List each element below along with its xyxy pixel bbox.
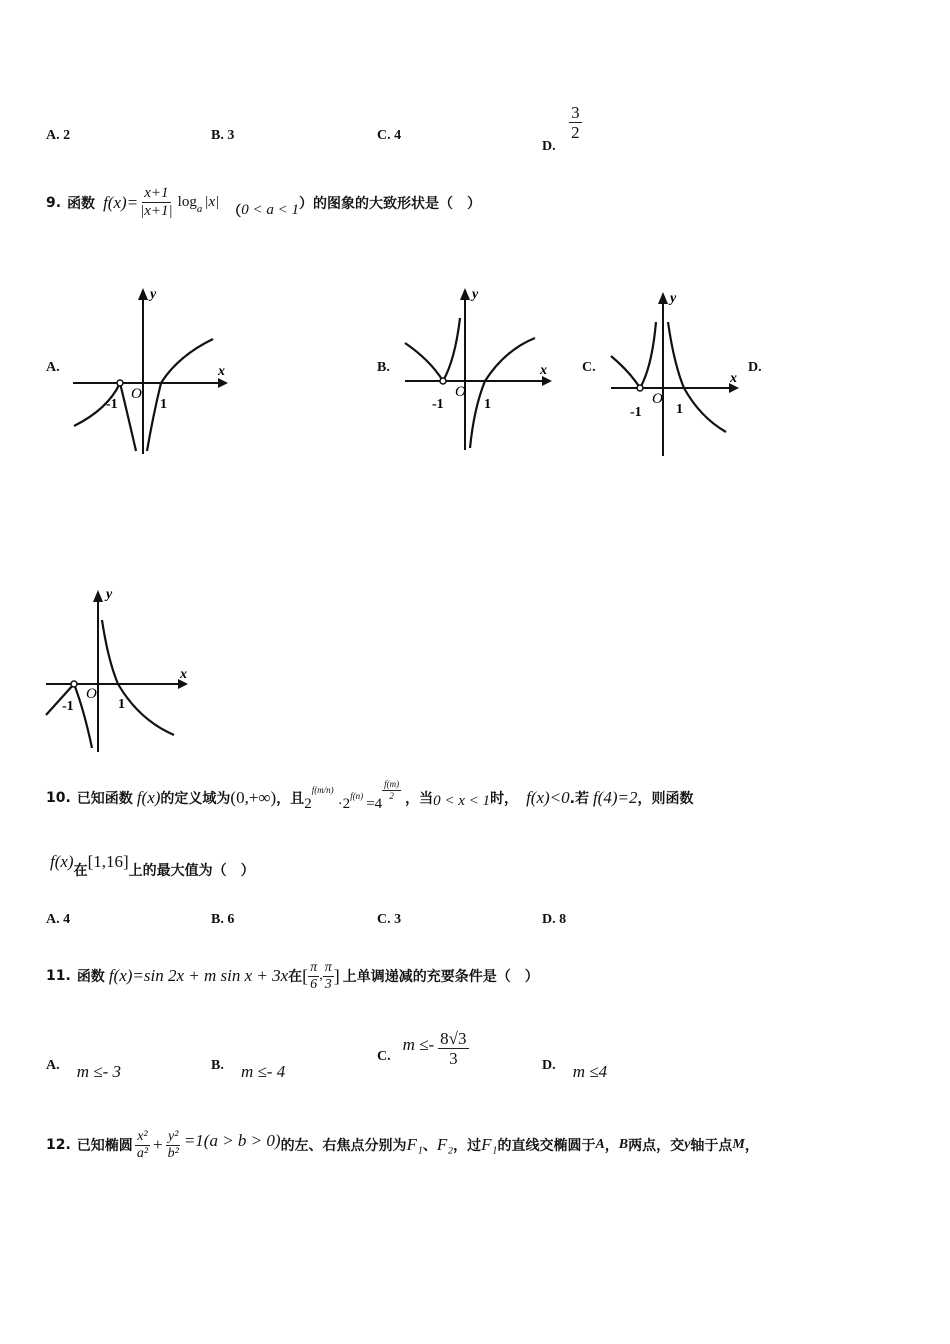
- y-label: y: [150, 287, 157, 302]
- q9-graph-d[interactable]: [44, 580, 202, 755]
- y-arrow-icon: [138, 288, 148, 300]
- q10-option-d[interactable]: D. 8: [542, 912, 567, 927]
- tick-one: 1: [118, 697, 125, 712]
- q8-d-fraction: $\frac{3}{2}$: [571, 103, 580, 142]
- curve-right: [470, 338, 535, 448]
- q9-graph-b-label[interactable]: B.: [377, 360, 390, 375]
- q10-option-a[interactable]: A. 4: [46, 912, 71, 927]
- y-label: y: [472, 287, 479, 302]
- open-point: [440, 378, 446, 384]
- q10-stem-line1: 10. 已知函数 f(x) 的定义域为 (0,+∞) ，且 2 f(m/n) ·2 f(n) =4 $\frac{f(m)}{2}$ ，当 0 < x < 1 时， f(x)<0 .若 f(4)=2 ，则函数: [46, 778, 694, 812]
- q10-option-c[interactable]: C. 3: [377, 912, 402, 927]
- origin-label: O: [86, 686, 97, 702]
- q11-option-b[interactable]: B. m ≤- 4: [211, 1058, 286, 1081]
- q10-option-b[interactable]: B. 6: [211, 912, 235, 927]
- tick-one: 1: [484, 397, 491, 412]
- x-label: x: [730, 371, 737, 386]
- y-arrow-icon: [93, 590, 103, 602]
- q9-fraction: $\frac{x+1}{|x+1|}$: [140, 185, 173, 219]
- q11-stem: 11. 函数 f(x)=sin 2x + m sin x + 3x 在 [ $\frac{\pi}{6}$ , $\frac{\pi}{3}$ ] 上单调递减的充要条件是（ ）: [46, 959, 539, 992]
- q10-stem-line2: f(x) 在 [1,16] 上的最大值为（ ）: [50, 852, 255, 879]
- open-point: [117, 380, 123, 386]
- x-label: x: [180, 667, 187, 682]
- q9-graph-b[interactable]: [400, 278, 560, 458]
- q8-option-d[interactable]: D. $\frac{3}{2}$: [542, 103, 580, 154]
- tick-one: 1: [676, 402, 683, 417]
- origin-label: O: [652, 391, 663, 407]
- q11-option-d[interactable]: D. m ≤4: [542, 1058, 608, 1081]
- y-label: y: [106, 587, 113, 602]
- x-arrow-icon: [218, 378, 228, 388]
- tick-neg-one: -1: [62, 699, 74, 714]
- q11-interval-a: $\frac{\pi}{6}$: [310, 959, 318, 992]
- tick-neg-one: -1: [432, 397, 444, 412]
- curve-left: [611, 322, 656, 388]
- y-arrow-icon: [460, 288, 470, 300]
- y-arrow-icon: [658, 292, 668, 304]
- q9-graph-c-label[interactable]: C.: [582, 360, 596, 375]
- q11-option-a[interactable]: A. m ≤- 3: [46, 1058, 121, 1081]
- q10-exp-fraction: $\frac{f(m)}{2}$: [384, 778, 400, 801]
- open-point: [71, 681, 77, 687]
- q9-stem: 9. 函数 f(x)= $\frac{x+1}{|x+1|}$ log $_a$ |x| （ 0 < a < 1 ）的图象的大致形状是（ ）: [46, 185, 481, 220]
- q12-stem: 12. 已知椭圆 $\frac{\text{x²}}{\text{a²}}$ + $\frac{\text{y²}}{\text{b²}}$ =1(a > b > 0) 的左、右焦点分别为 F₁ 、 F₂ ，过 F₁ 的直线交椭圆于 A ， B 两点，交 y 轴于点 M ，: [46, 1128, 759, 1161]
- curve-right: [147, 339, 213, 451]
- q8-option-b[interactable]: B. 3: [211, 128, 235, 143]
- x-label: x: [218, 364, 225, 379]
- q11-c-fraction: $\frac{8√3}{3}$: [440, 1029, 467, 1068]
- tick-one: 1: [160, 397, 167, 412]
- q8-option-c[interactable]: C. 4: [377, 128, 402, 143]
- q12-y-fraction: $\frac{\text{y²}}{\text{b²}}$: [167, 1128, 179, 1161]
- q8-option-a[interactable]: A. 2: [46, 128, 71, 143]
- q9-graph-a[interactable]: [68, 276, 233, 461]
- tick-neg-one: -1: [106, 397, 118, 412]
- q11-interval-b: $\frac{\pi}{3}$: [324, 959, 332, 992]
- curve-right: [102, 620, 174, 735]
- q12-x-fraction: $\frac{\text{x²}}{\text{a²}}$: [136, 1128, 149, 1161]
- y-label: y: [670, 291, 677, 306]
- q9-graph-d-label[interactable]: D.: [748, 360, 762, 375]
- q9-graph-a-label[interactable]: A.: [46, 360, 60, 375]
- tick-neg-one: -1: [630, 405, 642, 420]
- x-label: x: [540, 363, 547, 378]
- curve-left: [405, 318, 460, 381]
- open-point: [637, 385, 643, 391]
- q9-graph-c[interactable]: [608, 282, 748, 460]
- curve-left: [74, 383, 136, 451]
- origin-label: O: [455, 384, 466, 400]
- q11-option-c[interactable]: C. m ≤- $\frac{8√3}{3}$: [377, 1029, 467, 1068]
- origin-label: O: [131, 386, 142, 402]
